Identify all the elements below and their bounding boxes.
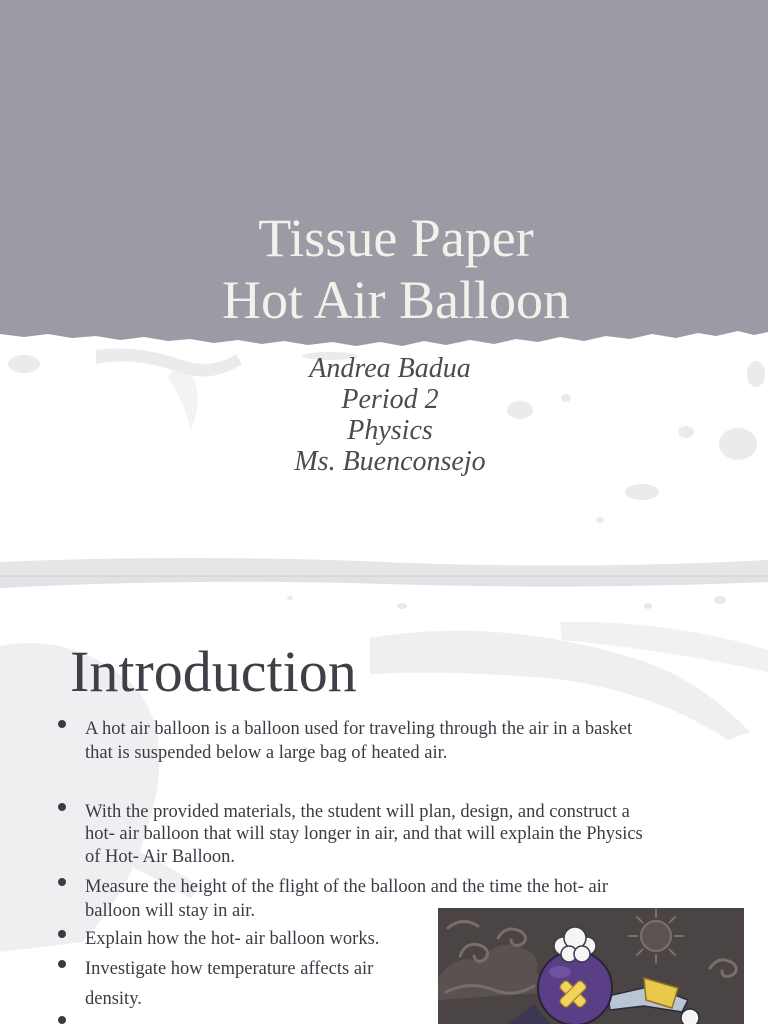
- bullet-icon: [58, 1016, 66, 1024]
- class-period: Period 2: [341, 384, 439, 415]
- sun-motif: [629, 909, 683, 963]
- bullet-text-line: that is suspended below a large bag of heated air.: [85, 743, 448, 763]
- bullet-item: [85, 717, 632, 765]
- subject-name: Physics: [347, 415, 433, 446]
- bullet-icon: [58, 930, 66, 938]
- page-separator: [0, 575, 768, 577]
- slide-title: [24, 207, 768, 331]
- slide-subtitle: [12, 353, 768, 477]
- bullet-item: [85, 801, 643, 869]
- bullet-text-line: Investigate how temperature affects air: [85, 958, 374, 979]
- bullet-icon: [58, 878, 66, 886]
- bullet-text-line: Explain how the hot- air balloon works.: [85, 928, 380, 949]
- title-line-1: Tissue Paper: [258, 208, 534, 268]
- balloon-creature-illustration: [438, 908, 744, 1024]
- introduction-slide: [0, 576, 768, 1024]
- title-line-2: Hot Air Balloon: [222, 270, 570, 330]
- bullet-item: [85, 927, 379, 951]
- author-name: Andrea Badua: [309, 353, 471, 384]
- illustration-graphic: [438, 908, 744, 1024]
- bullet-text-line: Measure the height of the flight of the balloon and the time the hot- air: [85, 876, 608, 897]
- bullet-item: [85, 954, 373, 1014]
- bullet-text-line: hot- air balloon that will stay longer in air, and that will explain the Physics: [85, 824, 643, 844]
- bullet-icon: [58, 803, 66, 811]
- bullet-icon: [58, 960, 66, 968]
- bullet-icon: [58, 720, 66, 728]
- bullet-text-line: of Hot- Air Balloon.: [85, 846, 236, 867]
- teacher-name: Ms. Buenconsejo: [294, 446, 486, 477]
- slide-heading: Introduction: [70, 639, 357, 704]
- bullet-text-line: balloon will stay in air.: [85, 900, 256, 921]
- bullet-text-line: density.: [85, 988, 142, 1009]
- bullet-text-line: A hot air balloon is a balloon used for traveling through the air in a basket: [85, 719, 633, 739]
- bullet-text-line: With the provided materials, the student will plan, design, and construct a: [85, 801, 630, 822]
